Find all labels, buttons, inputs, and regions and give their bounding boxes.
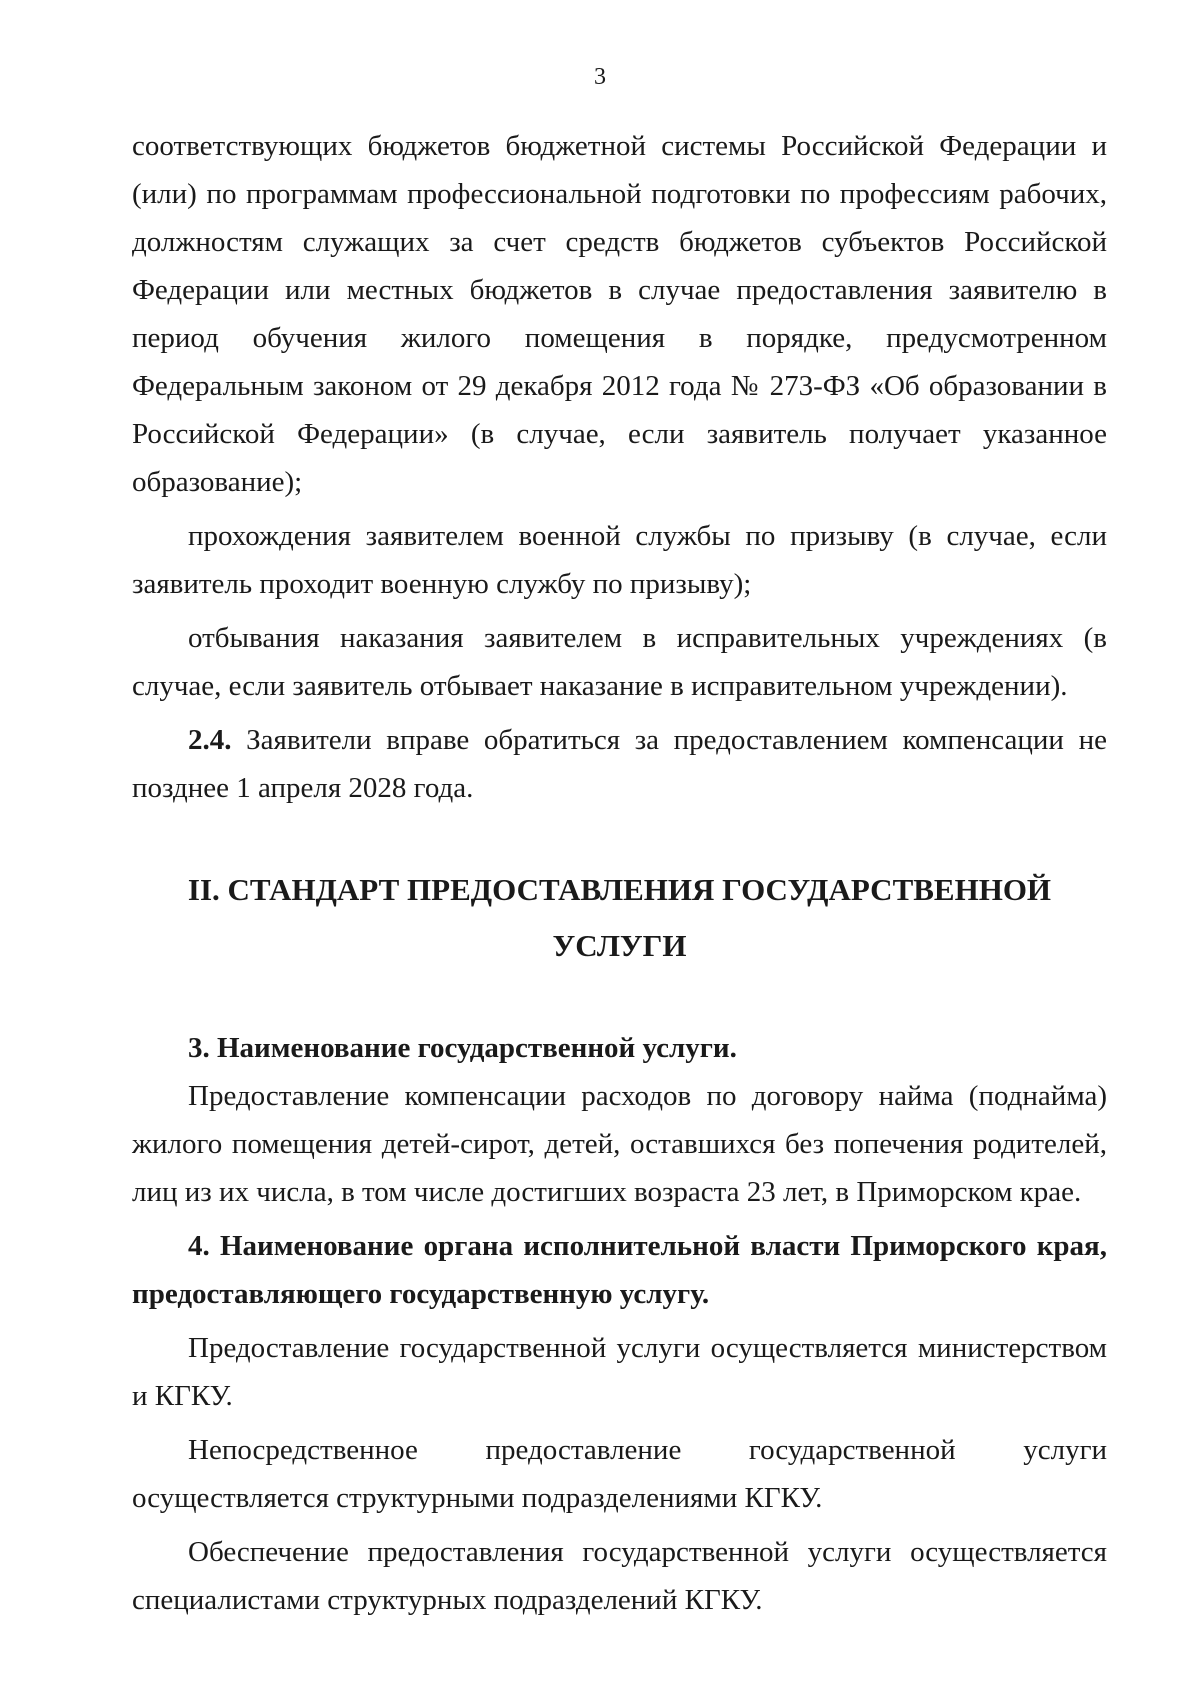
- item-4-text-3: Обеспечение предоставления государственной услуги осуществляется специалистами структурных подразделений КГКУ.: [132, 1536, 1107, 1616]
- paragraph-continuation: соответствующих бюджетов бюджетной системы Российской Федерации и (или) по программам профессиональной подготовки по профессиям рабочих, должностям служащих за счет средств бюджетов субъектов Российской Федерации или местных бюджетов в случае предоставления заявителю в период обучения жилого помещения в порядке, предусмотренном Федеральным законом от 29 декабря 2012 года № 273-ФЗ «Об образовании в Российской Федерации» (в случае, если заявитель получает указанное образование);: [132, 130, 1107, 498]
- page-number: 3: [594, 64, 606, 90]
- item-4-text-1: Предоставление государственной услуги осуществляется министерством и КГКУ.: [132, 1332, 1107, 1412]
- item-4-text-2: Непосредственное предоставление государственной услуги осуществляется структурными подразделениями КГКУ.: [132, 1434, 1107, 1514]
- item-3-text: Предоставление компенсации расходов по договору найма (поднайма) жилого помещения детей-сирот, детей, оставшихся без попечения родителей, лиц из их числа, в том числе достигших возраста 23 лет, в Приморском крае.: [132, 1080, 1107, 1208]
- clause-number: 2.4.: [188, 724, 232, 756]
- clause-text: Заявители вправе обратиться за предоставлением компенсации не позднее 1 апреля 2028 года.: [132, 724, 1107, 804]
- paragraph-2-4: [132, 716, 1107, 812]
- item-3-heading: 3. Наименование государственной услуги.: [188, 1032, 737, 1064]
- paragraph-military-service: прохождения заявителем военной службы по призыву (в случае, если заявитель проходит военную службу по призыву);: [132, 520, 1107, 600]
- item-4-heading: 4. Наименование органа исполнительной власти Приморского края, предоставляющего государственную услугу.: [132, 1230, 1107, 1310]
- document-body: [132, 122, 1107, 1624]
- section-heading: II. СТАНДАРТ ПРЕДОСТАВЛЕНИЯ ГОСУДАРСТВЕННОЙ УСЛУГИ: [187, 872, 1052, 963]
- paragraph-punishment: отбывания наказания заявителем в исправительных учреждениях (в случае, если заявитель отбывает наказание в исправительном учреждении).: [132, 622, 1107, 702]
